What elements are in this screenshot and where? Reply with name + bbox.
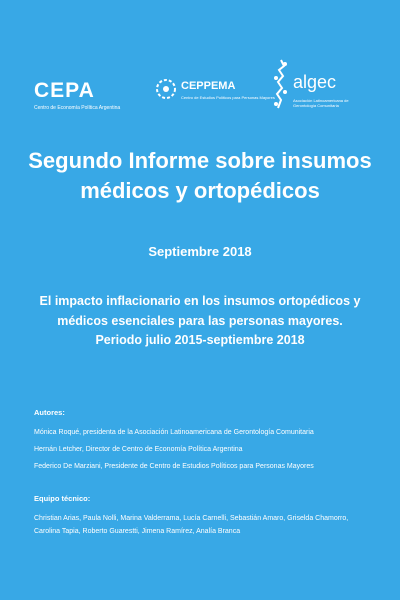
report-subtitle (28, 292, 372, 351)
algec-logo-name: algec (293, 72, 337, 92)
algec-figures-icon (272, 58, 290, 110)
subtitle-line-1: El impacto inflacionario en los insumos ortopédicos y médicos esenciales para las personas mayores. (39, 294, 361, 328)
authors-label: Autores: (34, 408, 65, 417)
cepa-logo (34, 80, 120, 111)
team-members: Christian Arias, Paula Nolli, Marina Valderrama, Lucía Carnelli, Sebastián Amaro, Griselda Chamorro, Carolina Tapia, Roberto Guarestti, Jimena Ramírez, Analía Branca (34, 515, 349, 535)
cepa-logo-subtitle: Centro de Economía Política Argentina (34, 105, 121, 111)
cepa-logo-name: CEPA (34, 79, 95, 102)
ceppema-logo (155, 78, 275, 100)
author-line: Mónica Roqué, presidenta de la Asociación Latinoamericana de Gerontología Comunitaria (34, 429, 314, 436)
report-date: Septiembre 2018 (148, 244, 252, 259)
report-title: Segundo Informe sobre insumos médicos y ortopédicos (28, 148, 372, 203)
ceppema-emblem-icon (155, 78, 177, 100)
team-label: Equipo técnico: (34, 494, 91, 503)
algec-logo (272, 58, 359, 110)
ceppema-logo-name: CEPPEMA (181, 80, 236, 92)
subtitle-line-2: Periodo julio 2015-septiembre 2018 (95, 333, 305, 347)
author-line: Federico De Marziani, Presidente de Centro de Estudios Políticos para Personas Mayores (34, 463, 314, 470)
author-line: Hernán Letcher, Director de Centro de Economía Política Argentina (34, 446, 243, 453)
ceppema-logo-subtitle: Centro de Estudios Políticos para Personas Mayores (181, 95, 275, 100)
algec-logo-subtitle: Asociación Latinoamericana de Gerontología Comunitaria (293, 98, 349, 108)
